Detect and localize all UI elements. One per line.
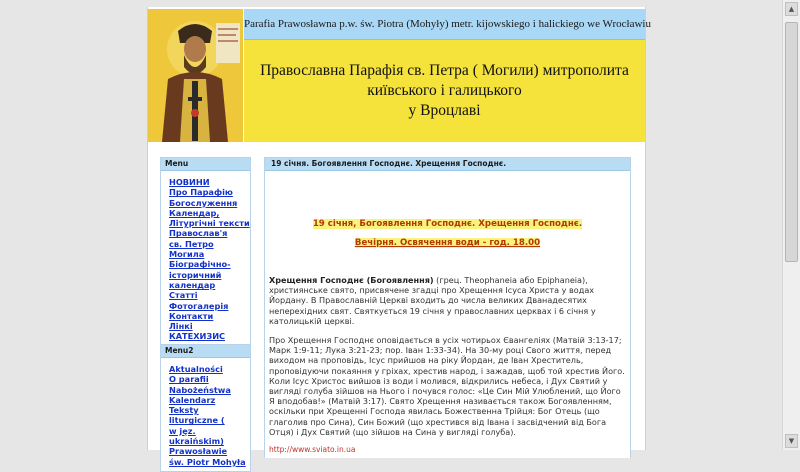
vertical-scrollbar[interactable] bbox=[782, 0, 800, 450]
article-paragraph-1-text: (грец. Theophaneia або Epiphaneia), християнське свято, присвячене згадці про Хрещення Ісуса Христа у водах Йордану. В Православній Церкві входить до числа великих Дванадесятих неперехідних свят. Святкується 19 січня у православних церквах і 6 січня у католицькій церкві. bbox=[269, 275, 596, 326]
menu-item-bio-1[interactable]: Біографічно- bbox=[169, 259, 231, 270]
menu-item-orthodoxy[interactable]: Православ'я bbox=[169, 228, 228, 239]
title-line-1: Православна Парафія св. Петра ( Могили) митрополита bbox=[260, 62, 629, 79]
source-link[interactable]: http://www.sviato.in.ua bbox=[269, 445, 356, 455]
article-paragraph-2: Про Хрещення Господнє оповідається в усіх чотирьох Євангеліях (Матвій 3:13-17; Марк 1:9-11; Лука 3:21-23; пор. Іван 1:33-34). На 30-му році Свого життя, перед виходом на проповідь, Ісус прийшов на ріку Йордан, де Іван Хреститель, проповідуючи покаяння у гріхах, хрестив народ, і зажадав, щоб той хрестив Його. Коли Ісус Христос вийшов із води і молився, відкрились небеса, і Дух Святий у вигляді голуба зійшов на Нього і почувся голос: «Це Син Мій Улюблений, що Його Я вподобав!» (Матвій 3:17). Свято Хрещення називається також Богоявленням, оскільки при Хрещенні Господа явилась Божественна Трійця: Бог Отець (що глаголив про Сина), Син Божий (що хрестився від Івана і засвідчений від Бога Отця) і Дух Святий (що зійшов на Сина у вигляді голуба). bbox=[269, 335, 625, 437]
title-line-2: київського і галицького bbox=[367, 82, 522, 99]
scroll-up-icon[interactable]: ▲ bbox=[785, 2, 798, 16]
menu-item-liturgical-texts[interactable]: Літургічні тексти bbox=[169, 218, 250, 229]
menu-item-catechism[interactable]: КАТЕХИЗИС bbox=[169, 331, 226, 342]
header-subtitle: Parafia Prawosławna p.w. św. Piotra (Mohyły) metr. kijowskiego i halickiego we Wrocławiu bbox=[244, 9, 645, 40]
page-title bbox=[244, 40, 645, 142]
page bbox=[147, 7, 651, 467]
menu-item-gallery[interactable]: Фотогалерія bbox=[169, 300, 229, 311]
menu2-title: Menu2 bbox=[161, 345, 250, 358]
event-title: 19 січня, Богоявлення Господнє. Хрещення Господнє. bbox=[312, 219, 583, 229]
article-term: Хрещення Господнє (Богоявлення) bbox=[269, 275, 434, 285]
menu-list bbox=[161, 171, 250, 346]
menu-item-bio-2[interactable]: історичний bbox=[169, 269, 222, 280]
menu-item-links[interactable]: Лінкі bbox=[169, 321, 193, 332]
menu-item-services[interactable]: Богослуження bbox=[169, 197, 238, 208]
article-paragraph-1 bbox=[265, 275, 630, 326]
menu-item-articles[interactable]: Статті bbox=[169, 290, 198, 301]
menu-title: Menu bbox=[161, 158, 250, 171]
menu-item-bio-3[interactable]: календар bbox=[169, 279, 216, 290]
menu2-item-st-peter[interactable]: św. Piotr Mohyła bbox=[169, 456, 246, 467]
menu2-item-services[interactable]: Nabożeństwa bbox=[169, 384, 231, 395]
saint-icon-image bbox=[148, 9, 243, 142]
scrollbar-thumb[interactable] bbox=[785, 22, 798, 262]
saint-portrait-icon bbox=[148, 9, 243, 142]
menu2-item-liturgical-2[interactable]: w jęz. ukraińskim) bbox=[169, 425, 224, 447]
event-highlight bbox=[265, 211, 630, 249]
article-header: 19 січня. Богоявлення Господнє. Хрещення Господнє. bbox=[265, 158, 630, 171]
title-line-3: у Вроцлаві bbox=[408, 102, 481, 119]
menu-item-about[interactable]: Про Парафію bbox=[169, 187, 233, 198]
menu2-list bbox=[161, 358, 250, 471]
menu2-item-about[interactable]: O parafii bbox=[169, 374, 209, 385]
event-time-link[interactable]: Вечірня. Освячення води - год. 18.00 bbox=[354, 238, 541, 248]
menu2-item-liturgical-1[interactable]: Teksty liturgiczne ( bbox=[169, 405, 225, 426]
menu-item-contacts[interactable]: Контакти bbox=[169, 310, 214, 321]
article-panel bbox=[264, 157, 631, 458]
menu-item-st-peter[interactable]: св. Петро Могила bbox=[169, 238, 214, 260]
menu-item-calendar[interactable]: Календар, bbox=[169, 207, 220, 218]
menu-ukrainian bbox=[160, 157, 251, 347]
menu-polish bbox=[160, 344, 251, 472]
menu-item-news[interactable]: НОВИНИ bbox=[169, 177, 210, 187]
menu2-item-orthodoxy[interactable]: Prawosławie bbox=[169, 446, 228, 457]
menu2-item-news[interactable]: Aktualności bbox=[169, 364, 223, 374]
scroll-down-icon[interactable]: ▼ bbox=[785, 434, 798, 448]
menu2-item-calendar[interactable]: Kalendarz bbox=[169, 394, 216, 405]
